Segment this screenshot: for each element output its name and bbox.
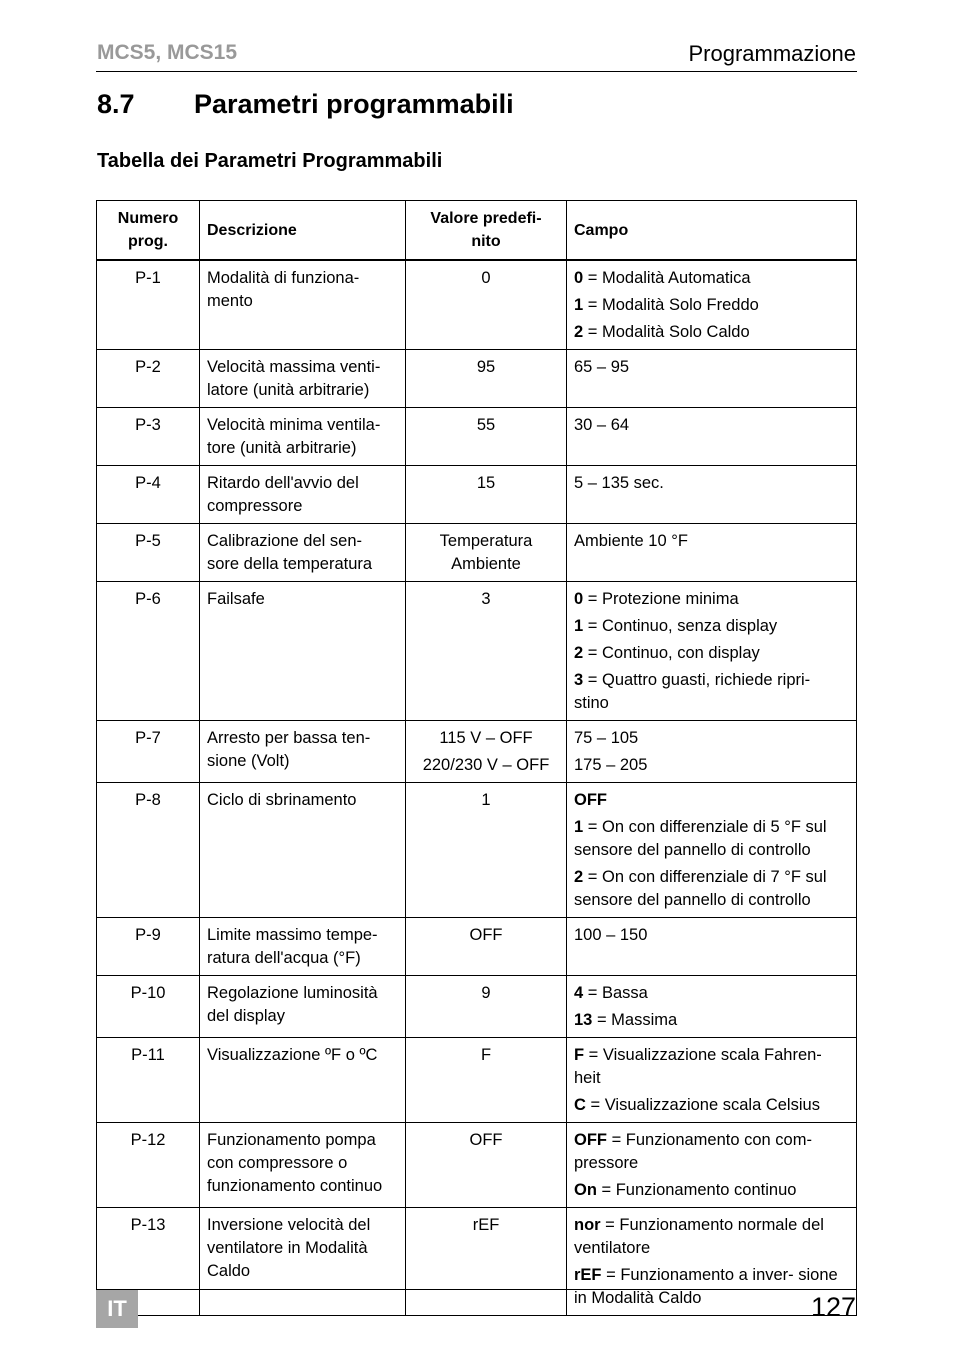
- param-description: [200, 721, 406, 783]
- description-line: Caldo: [207, 1262, 251, 1280]
- description-line: Calibrazione del sen-: [207, 532, 363, 550]
- range-option: [574, 530, 849, 553]
- range-option-code: 13: [574, 1011, 593, 1029]
- range-option: [574, 789, 849, 812]
- param-default: [406, 1038, 567, 1123]
- param-number: P-11: [97, 1038, 200, 1123]
- table-row: [97, 350, 857, 408]
- description-line: Limite massimo tempe-: [207, 926, 378, 944]
- parameters-table: [96, 200, 857, 1316]
- param-default: [406, 260, 567, 350]
- range-option: [574, 1264, 849, 1310]
- range-option: [574, 924, 849, 947]
- param-range: [567, 1038, 857, 1123]
- param-description: [200, 1123, 406, 1208]
- param-description: [200, 582, 406, 721]
- param-default: [406, 783, 567, 918]
- param-number: P-8: [97, 783, 200, 918]
- description-line: sione (Volt): [207, 752, 290, 770]
- description-line: Inversione velocità del: [207, 1216, 371, 1234]
- table-row: [97, 1038, 857, 1123]
- range-option: [574, 414, 849, 437]
- param-number: P-9: [97, 918, 200, 976]
- param-range: [567, 466, 857, 524]
- range-option-code: 0: [574, 590, 584, 608]
- table-title: Tabella dei Parametri Programmabili: [97, 150, 443, 172]
- param-default: [406, 408, 567, 466]
- range-option: [574, 472, 849, 495]
- description-line: Ciclo di sbrinamento: [207, 791, 357, 809]
- range-option: [574, 727, 849, 750]
- range-option: [574, 1009, 849, 1032]
- description-line: Failsafe: [207, 590, 265, 608]
- param-description: [200, 408, 406, 466]
- range-option: [574, 642, 849, 665]
- range-option-code: 2: [574, 868, 584, 886]
- range-option: [574, 1094, 849, 1117]
- range-option-code: 2: [574, 644, 584, 662]
- range-option-code: rEF: [574, 1266, 602, 1284]
- default-value-line: rEF: [472, 1216, 500, 1234]
- description-line: latore (unità arbitrarie): [207, 381, 370, 399]
- default-value-line: 95: [476, 358, 496, 376]
- param-description: [200, 350, 406, 408]
- range-option: [574, 1129, 849, 1175]
- header-num: [97, 201, 200, 261]
- description-line: del display: [207, 1007, 285, 1025]
- range-option-text: = Continuo, con display: [583, 644, 760, 662]
- description-line: Velocità massima venti-: [207, 358, 381, 376]
- product-name: MCS5, MCS15: [97, 41, 238, 64]
- description-line: Regolazione luminosità: [207, 984, 378, 1002]
- range-option-text: = Modalità Automatica: [583, 269, 751, 287]
- param-number: P-10: [97, 976, 200, 1038]
- range-option: [574, 866, 849, 912]
- range-option-text: 100 – 150: [574, 926, 648, 944]
- range-option: [574, 669, 849, 715]
- range-option-text: = On con differenziale di 7 °F sul sensore del pannello di controllo: [574, 868, 827, 909]
- range-option-text: = Visualizzazione scala Fahren- heit: [574, 1046, 822, 1087]
- param-number: P-3: [97, 408, 200, 466]
- section-title: Parametri programmabili: [194, 89, 514, 119]
- header-desc: Descrizione: [200, 201, 406, 261]
- section-number: 8.7: [97, 89, 135, 119]
- table-header-row: [97, 201, 857, 261]
- table-row: [97, 260, 857, 350]
- language-badge: IT: [96, 1290, 138, 1328]
- range-option-code: On: [574, 1181, 597, 1199]
- description-line: con compressore o: [207, 1154, 348, 1172]
- default-value-line: Temperatura: [439, 532, 533, 550]
- range-option: [574, 267, 849, 290]
- page-number: 127: [810, 1292, 856, 1322]
- table-row: [97, 466, 857, 524]
- range-option: [574, 816, 849, 862]
- description-line: funzionamento continuo: [207, 1177, 383, 1195]
- table-row: [97, 721, 857, 783]
- range-option: [574, 615, 849, 638]
- range-option-text: = On con differenziale di 5 °F sul sensore del pannello di controllo: [574, 818, 827, 859]
- range-option-text: 175 – 205: [574, 756, 648, 774]
- table-row: [97, 1208, 857, 1316]
- range-option-code: OFF: [574, 791, 607, 809]
- param-number: P-2: [97, 350, 200, 408]
- header-range: Campo: [567, 201, 857, 261]
- description-line: Modalità di funziona-: [207, 269, 360, 287]
- description-line: sore della temperatura: [207, 555, 373, 573]
- section-heading: [97, 89, 514, 120]
- default-value-line: 115 V – OFF: [439, 729, 533, 747]
- range-option-code: 0: [574, 269, 584, 287]
- range-option-code: 1: [574, 296, 584, 314]
- range-option-text: = Bassa: [583, 984, 648, 1002]
- range-option-code: 3: [574, 671, 584, 689]
- param-description: [200, 260, 406, 350]
- chapter-title: Programmazione: [688, 41, 856, 66]
- description-line: Funzionamento pompa: [207, 1131, 376, 1149]
- param-range: [567, 582, 857, 721]
- range-option-text: = Modalità Solo Caldo: [583, 323, 750, 341]
- default-value-line: 0: [481, 269, 491, 287]
- description-line: Arresto per bassa ten-: [207, 729, 371, 747]
- range-option-text: 75 – 105: [574, 729, 639, 747]
- param-number: P-12: [97, 1123, 200, 1208]
- param-range: [567, 976, 857, 1038]
- table-body: [97, 260, 857, 1316]
- param-number: P-13: [97, 1208, 200, 1316]
- header-default: [406, 201, 567, 261]
- range-option-text: = Continuo, senza display: [583, 617, 778, 635]
- param-default: [406, 524, 567, 582]
- param-default: [406, 1123, 567, 1208]
- param-default: [406, 1208, 567, 1316]
- range-option-text: = Protezione minima: [583, 590, 739, 608]
- param-description: [200, 466, 406, 524]
- range-option: [574, 754, 849, 777]
- param-description: [200, 1038, 406, 1123]
- range-option-code: OFF: [574, 1131, 607, 1149]
- range-option-text: 65 – 95: [574, 358, 630, 376]
- header-default-line: Valore predefi-: [430, 210, 542, 227]
- footer-divider: [96, 1289, 857, 1290]
- range-option-code: nor: [574, 1216, 601, 1234]
- range-option-code: 1: [574, 818, 584, 836]
- range-option: [574, 1214, 849, 1260]
- default-value-line: 55: [476, 416, 496, 434]
- range-option-text: 5 – 135 sec.: [574, 474, 664, 492]
- range-option-text: = Funzionamento con com- pressore: [574, 1131, 812, 1172]
- header-num-line: prog.: [128, 233, 168, 250]
- table-row: [97, 976, 857, 1038]
- param-description: [200, 976, 406, 1038]
- range-option: [574, 1179, 849, 1202]
- param-description: [200, 524, 406, 582]
- description-line: mento: [207, 292, 253, 310]
- description-line: tore (unità arbitrarie): [207, 439, 357, 457]
- range-option-code: 4: [574, 984, 584, 1002]
- param-number: P-6: [97, 582, 200, 721]
- range-option-text: Ambiente 10 °F: [574, 532, 688, 550]
- param-description: [200, 783, 406, 918]
- table-row: [97, 582, 857, 721]
- param-range: [567, 783, 857, 918]
- range-option-code: 1: [574, 617, 584, 635]
- range-option-text: = Modalità Solo Freddo: [583, 296, 759, 314]
- table-row: [97, 783, 857, 918]
- range-option: [574, 588, 849, 611]
- param-default: [406, 350, 567, 408]
- param-description: [200, 1208, 406, 1316]
- range-option: [574, 294, 849, 317]
- table-row: [97, 1123, 857, 1208]
- param-default: [406, 918, 567, 976]
- header-default-line: nito: [471, 233, 501, 250]
- description-line: compressore: [207, 497, 303, 515]
- range-option: [574, 356, 849, 379]
- param-default: [406, 582, 567, 721]
- param-range: [567, 918, 857, 976]
- param-number: P-4: [97, 466, 200, 524]
- description-line: ratura dell'acqua (°F): [207, 949, 361, 967]
- param-range: [567, 1123, 857, 1208]
- table-row: [97, 524, 857, 582]
- range-option-text: = Funzionamento normale del ventilatore: [574, 1216, 824, 1257]
- range-option: [574, 1044, 849, 1090]
- table-row: [97, 408, 857, 466]
- param-description: [200, 918, 406, 976]
- range-option: [574, 982, 849, 1005]
- range-option-text: = Quattro guasti, richiede ripri- stino: [574, 671, 811, 712]
- default-value-line: 1: [481, 791, 491, 809]
- table-row: [97, 918, 857, 976]
- default-value-line: 220/230 V – OFF: [422, 756, 550, 774]
- range-option-code: C: [574, 1096, 586, 1114]
- default-value-line: 9: [481, 984, 491, 1002]
- range-option-text: = Visualizzazione scala Celsius: [585, 1096, 820, 1114]
- default-value-line: 3: [481, 590, 491, 608]
- range-option-code: F: [574, 1046, 585, 1064]
- range-option-text: = Funzionamento a inver- sione in Modalità Caldo: [574, 1266, 838, 1307]
- description-line: Velocità minima ventila-: [207, 416, 381, 434]
- default-value-line: OFF: [469, 926, 503, 944]
- description-line: Ritardo dell'avvio del: [207, 474, 359, 492]
- default-value-line: 15: [476, 474, 496, 492]
- header-divider: [96, 71, 857, 72]
- default-value-line: Ambiente: [451, 555, 521, 573]
- param-number: P-7: [97, 721, 200, 783]
- header-num-line: Numero: [117, 210, 179, 227]
- param-default: [406, 721, 567, 783]
- range-option: [574, 321, 849, 344]
- range-option-text: = Funzionamento continuo: [596, 1181, 797, 1199]
- description-line: ventilatore in Modalità: [207, 1239, 368, 1257]
- default-value-line: F: [480, 1046, 492, 1064]
- description-line: Visualizzazione ºF o ºC: [207, 1046, 378, 1064]
- param-range: [567, 721, 857, 783]
- range-option-text: = Massima: [592, 1011, 678, 1029]
- range-option-code: 2: [574, 323, 584, 341]
- param-number: P-5: [97, 524, 200, 582]
- param-number: P-1: [97, 260, 200, 350]
- default-value-line: OFF: [469, 1131, 503, 1149]
- param-range: [567, 408, 857, 466]
- param-default: [406, 976, 567, 1038]
- range-option-text: 30 – 64: [574, 416, 630, 434]
- param-range: [567, 350, 857, 408]
- param-range: [567, 260, 857, 350]
- param-default: [406, 466, 567, 524]
- param-range: [567, 524, 857, 582]
